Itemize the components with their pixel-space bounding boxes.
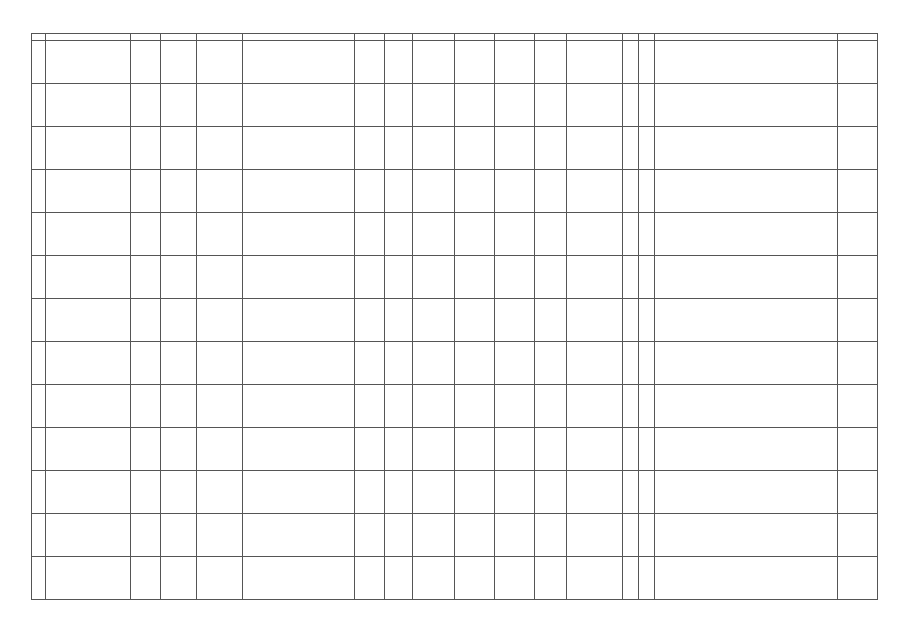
ownership-form-cell [161,471,197,514]
city-cell [355,342,385,385]
inn-code-cell [131,385,161,428]
table-row [32,342,878,385]
organization-name-cell [46,170,131,213]
organization-name-cell [46,428,131,471]
col-10-cell [455,385,495,428]
organization-name-cell [46,256,131,299]
equipment-name-cell [567,127,623,170]
year-cell [838,428,878,471]
equipment-name-cell [567,41,623,84]
table-row [32,84,878,127]
ownership-form-cell [161,213,197,256]
equipment-name-cell [567,557,623,600]
city-cell [355,84,385,127]
unit-name-cell [197,256,243,299]
year-cell [838,256,878,299]
postal-code-cell [385,127,413,170]
table-row [32,170,878,213]
facility-kind-cell [413,471,455,514]
col-10-cell [455,299,495,342]
quantity-1-cell [623,213,639,256]
column-number-cell [413,34,455,41]
quantity-2-cell [639,170,655,213]
row-number-cell [32,514,46,557]
postal-code-cell [385,557,413,600]
address-cell [243,471,355,514]
ownership-form-cell [161,557,197,600]
postal-code-cell [385,84,413,127]
quantity-2-cell [639,256,655,299]
year-cell [838,342,878,385]
column-number-cell [535,34,567,41]
col-11-cell [495,127,535,170]
facility-kind-cell [413,127,455,170]
organization-name-cell [46,514,131,557]
quantity-2-cell [639,342,655,385]
postal-code-cell [385,342,413,385]
postal-code-cell [385,256,413,299]
legal-basis-cell [655,471,838,514]
address-cell [243,299,355,342]
organization-name-cell [46,385,131,428]
address-cell [243,342,355,385]
equipment-name-cell [567,256,623,299]
year-cell [838,299,878,342]
legal-basis-cell [655,385,838,428]
quantity-1-cell [623,342,639,385]
year-cell [838,471,878,514]
equipment-name-cell [567,428,623,471]
inn-code-cell [131,342,161,385]
table-row [32,385,878,428]
quantity-1-cell [623,428,639,471]
facility-kind-cell [413,342,455,385]
facility-kind-cell [413,299,455,342]
equipment-name-cell [567,471,623,514]
col-10-cell [455,84,495,127]
col-12-cell [535,256,567,299]
ownership-form-cell [161,385,197,428]
col-11-cell [495,213,535,256]
organization-name-cell [46,557,131,600]
inn-code-cell [131,428,161,471]
legal-basis-cell [655,557,838,600]
column-number-cell [455,34,495,41]
quantity-2-cell [639,299,655,342]
quantity-1-cell [623,170,639,213]
organization-name-cell [46,127,131,170]
ownership-form-cell [161,41,197,84]
table-row [32,256,878,299]
facility-kind-cell [413,385,455,428]
row-number-cell [32,471,46,514]
inn-code-cell [131,514,161,557]
col-12-cell [535,342,567,385]
col-12-cell [535,385,567,428]
ownership-form-cell [161,84,197,127]
ownership-form-cell [161,514,197,557]
unit-name-cell [197,170,243,213]
year-cell [838,41,878,84]
col-11-cell [495,299,535,342]
city-cell [355,170,385,213]
table-row [32,514,878,557]
city-cell [355,557,385,600]
equipment-name-cell [567,514,623,557]
legal-basis-cell [655,84,838,127]
quantity-2-cell [639,385,655,428]
quantity-2-cell [639,127,655,170]
equipment-name-cell [567,342,623,385]
table-row [32,428,878,471]
ownership-form-cell [161,342,197,385]
col-11-cell [495,256,535,299]
ownership-form-cell [161,127,197,170]
city-cell [355,471,385,514]
address-cell [243,428,355,471]
legal-basis-cell [655,256,838,299]
quantity-1-cell [623,557,639,600]
row-number-cell [32,170,46,213]
city-cell [355,213,385,256]
table-row [32,41,878,84]
col-10-cell [455,471,495,514]
year-cell [838,170,878,213]
col-10-cell [455,41,495,84]
year-cell [838,514,878,557]
city-cell [355,41,385,84]
postal-code-cell [385,471,413,514]
col-10-cell [455,557,495,600]
equipment-name-cell [567,170,623,213]
row-number-cell [32,299,46,342]
address-cell [243,127,355,170]
col-12-cell [535,170,567,213]
col-11-cell [495,557,535,600]
city-cell [355,256,385,299]
inn-code-cell [131,256,161,299]
document-sheet [31,33,877,600]
col-11-cell [495,428,535,471]
equipment-name-cell [567,385,623,428]
address-cell [243,385,355,428]
legal-basis-cell [655,127,838,170]
quantity-2-cell [639,84,655,127]
row-number-cell [32,557,46,600]
quantity-1-cell [623,299,639,342]
organization-name-cell [46,471,131,514]
legal-basis-cell [655,342,838,385]
col-12-cell [535,428,567,471]
organization-name-cell [46,213,131,256]
row-number-cell [32,213,46,256]
ownership-form-cell [161,299,197,342]
col-11-cell [495,385,535,428]
facility-kind-cell [413,514,455,557]
row-number-cell [32,41,46,84]
organization-name-cell [46,299,131,342]
column-number-cell [46,34,131,41]
city-cell [355,127,385,170]
unit-name-cell [197,514,243,557]
column-number-cell [385,34,413,41]
organization-name-cell [46,342,131,385]
unit-name-cell [197,299,243,342]
facility-kind-cell [413,428,455,471]
unit-name-cell [197,213,243,256]
col-10-cell [455,428,495,471]
col-12-cell [535,514,567,557]
unit-name-cell [197,471,243,514]
year-cell [838,385,878,428]
row-number-cell [32,127,46,170]
col-10-cell [455,170,495,213]
organization-name-cell [46,41,131,84]
legal-basis-cell [655,428,838,471]
inn-code-cell [131,127,161,170]
legal-basis-cell [655,170,838,213]
col-11-cell [495,41,535,84]
table-row [32,557,878,600]
address-cell [243,514,355,557]
city-cell [355,514,385,557]
column-number-cell [161,34,197,41]
column-number-cell [131,34,161,41]
unit-name-cell [197,127,243,170]
quantity-1-cell [623,127,639,170]
col-12-cell [535,127,567,170]
ownership-form-cell [161,256,197,299]
row-number-cell [32,385,46,428]
table-body [32,34,878,600]
organization-name-cell [46,84,131,127]
postal-code-cell [385,170,413,213]
unit-name-cell [197,385,243,428]
legal-basis-cell [655,299,838,342]
col-12-cell [535,557,567,600]
unit-name-cell [197,342,243,385]
quantity-2-cell [639,41,655,84]
inn-code-cell [131,299,161,342]
col-10-cell [455,213,495,256]
col-11-cell [495,342,535,385]
column-number-cell [355,34,385,41]
table-row [32,299,878,342]
column-number-cell [495,34,535,41]
col-12-cell [535,471,567,514]
row-number-cell [32,428,46,471]
quantity-1-cell [623,514,639,557]
postal-code-cell [385,213,413,256]
address-cell [243,557,355,600]
legal-basis-cell [655,514,838,557]
postal-code-cell [385,428,413,471]
col-12-cell [535,84,567,127]
ownership-form-cell [161,428,197,471]
year-cell [838,84,878,127]
facility-kind-cell [413,41,455,84]
city-cell [355,299,385,342]
table-row [32,127,878,170]
year-cell [838,127,878,170]
col-10-cell [455,256,495,299]
col-12-cell [535,213,567,256]
quantity-1-cell [623,256,639,299]
equipment-registry-table [31,33,878,600]
quantity-1-cell [623,471,639,514]
inn-code-cell [131,41,161,84]
column-number-cell [32,34,46,41]
row-number-cell [32,256,46,299]
unit-name-cell [197,41,243,84]
column-number-cell [623,34,639,41]
address-cell [243,170,355,213]
col-10-cell [455,127,495,170]
legal-basis-cell [655,213,838,256]
quantity-2-cell [639,213,655,256]
inn-code-cell [131,471,161,514]
quantity-1-cell [623,84,639,127]
col-11-cell [495,84,535,127]
facility-kind-cell [413,557,455,600]
inn-code-cell [131,213,161,256]
column-number-cell [838,34,878,41]
row-number-cell [32,342,46,385]
facility-kind-cell [413,213,455,256]
address-cell [243,256,355,299]
column-number-cell [197,34,243,41]
facility-kind-cell [413,256,455,299]
postal-code-cell [385,514,413,557]
quantity-1-cell [623,41,639,84]
inn-code-cell [131,84,161,127]
table-row [32,471,878,514]
address-cell [243,213,355,256]
quantity-2-cell [639,471,655,514]
legal-basis-cell [655,41,838,84]
postal-code-cell [385,385,413,428]
ownership-form-cell [161,170,197,213]
equipment-name-cell [567,299,623,342]
table-row [32,213,878,256]
address-cell [243,84,355,127]
column-number-cell [243,34,355,41]
unit-name-cell [197,557,243,600]
col-12-cell [535,299,567,342]
column-number-cell [639,34,655,41]
col-11-cell [495,170,535,213]
col-11-cell [495,514,535,557]
quantity-2-cell [639,557,655,600]
col-10-cell [455,514,495,557]
postal-code-cell [385,41,413,84]
unit-name-cell [197,428,243,471]
city-cell [355,385,385,428]
facility-kind-cell [413,84,455,127]
col-12-cell [535,41,567,84]
column-number-cell [567,34,623,41]
quantity-1-cell [623,385,639,428]
equipment-name-cell [567,213,623,256]
postal-code-cell [385,299,413,342]
unit-name-cell [197,84,243,127]
inn-code-cell [131,557,161,600]
equipment-name-cell [567,84,623,127]
address-cell [243,41,355,84]
year-cell [838,557,878,600]
inn-code-cell [131,170,161,213]
col-10-cell [455,342,495,385]
row-number-cell [32,84,46,127]
city-cell [355,428,385,471]
quantity-2-cell [639,514,655,557]
column-number-cell [655,34,838,41]
quantity-2-cell [639,428,655,471]
col-11-cell [495,471,535,514]
column-number-row [32,34,878,41]
year-cell [838,213,878,256]
facility-kind-cell [413,170,455,213]
